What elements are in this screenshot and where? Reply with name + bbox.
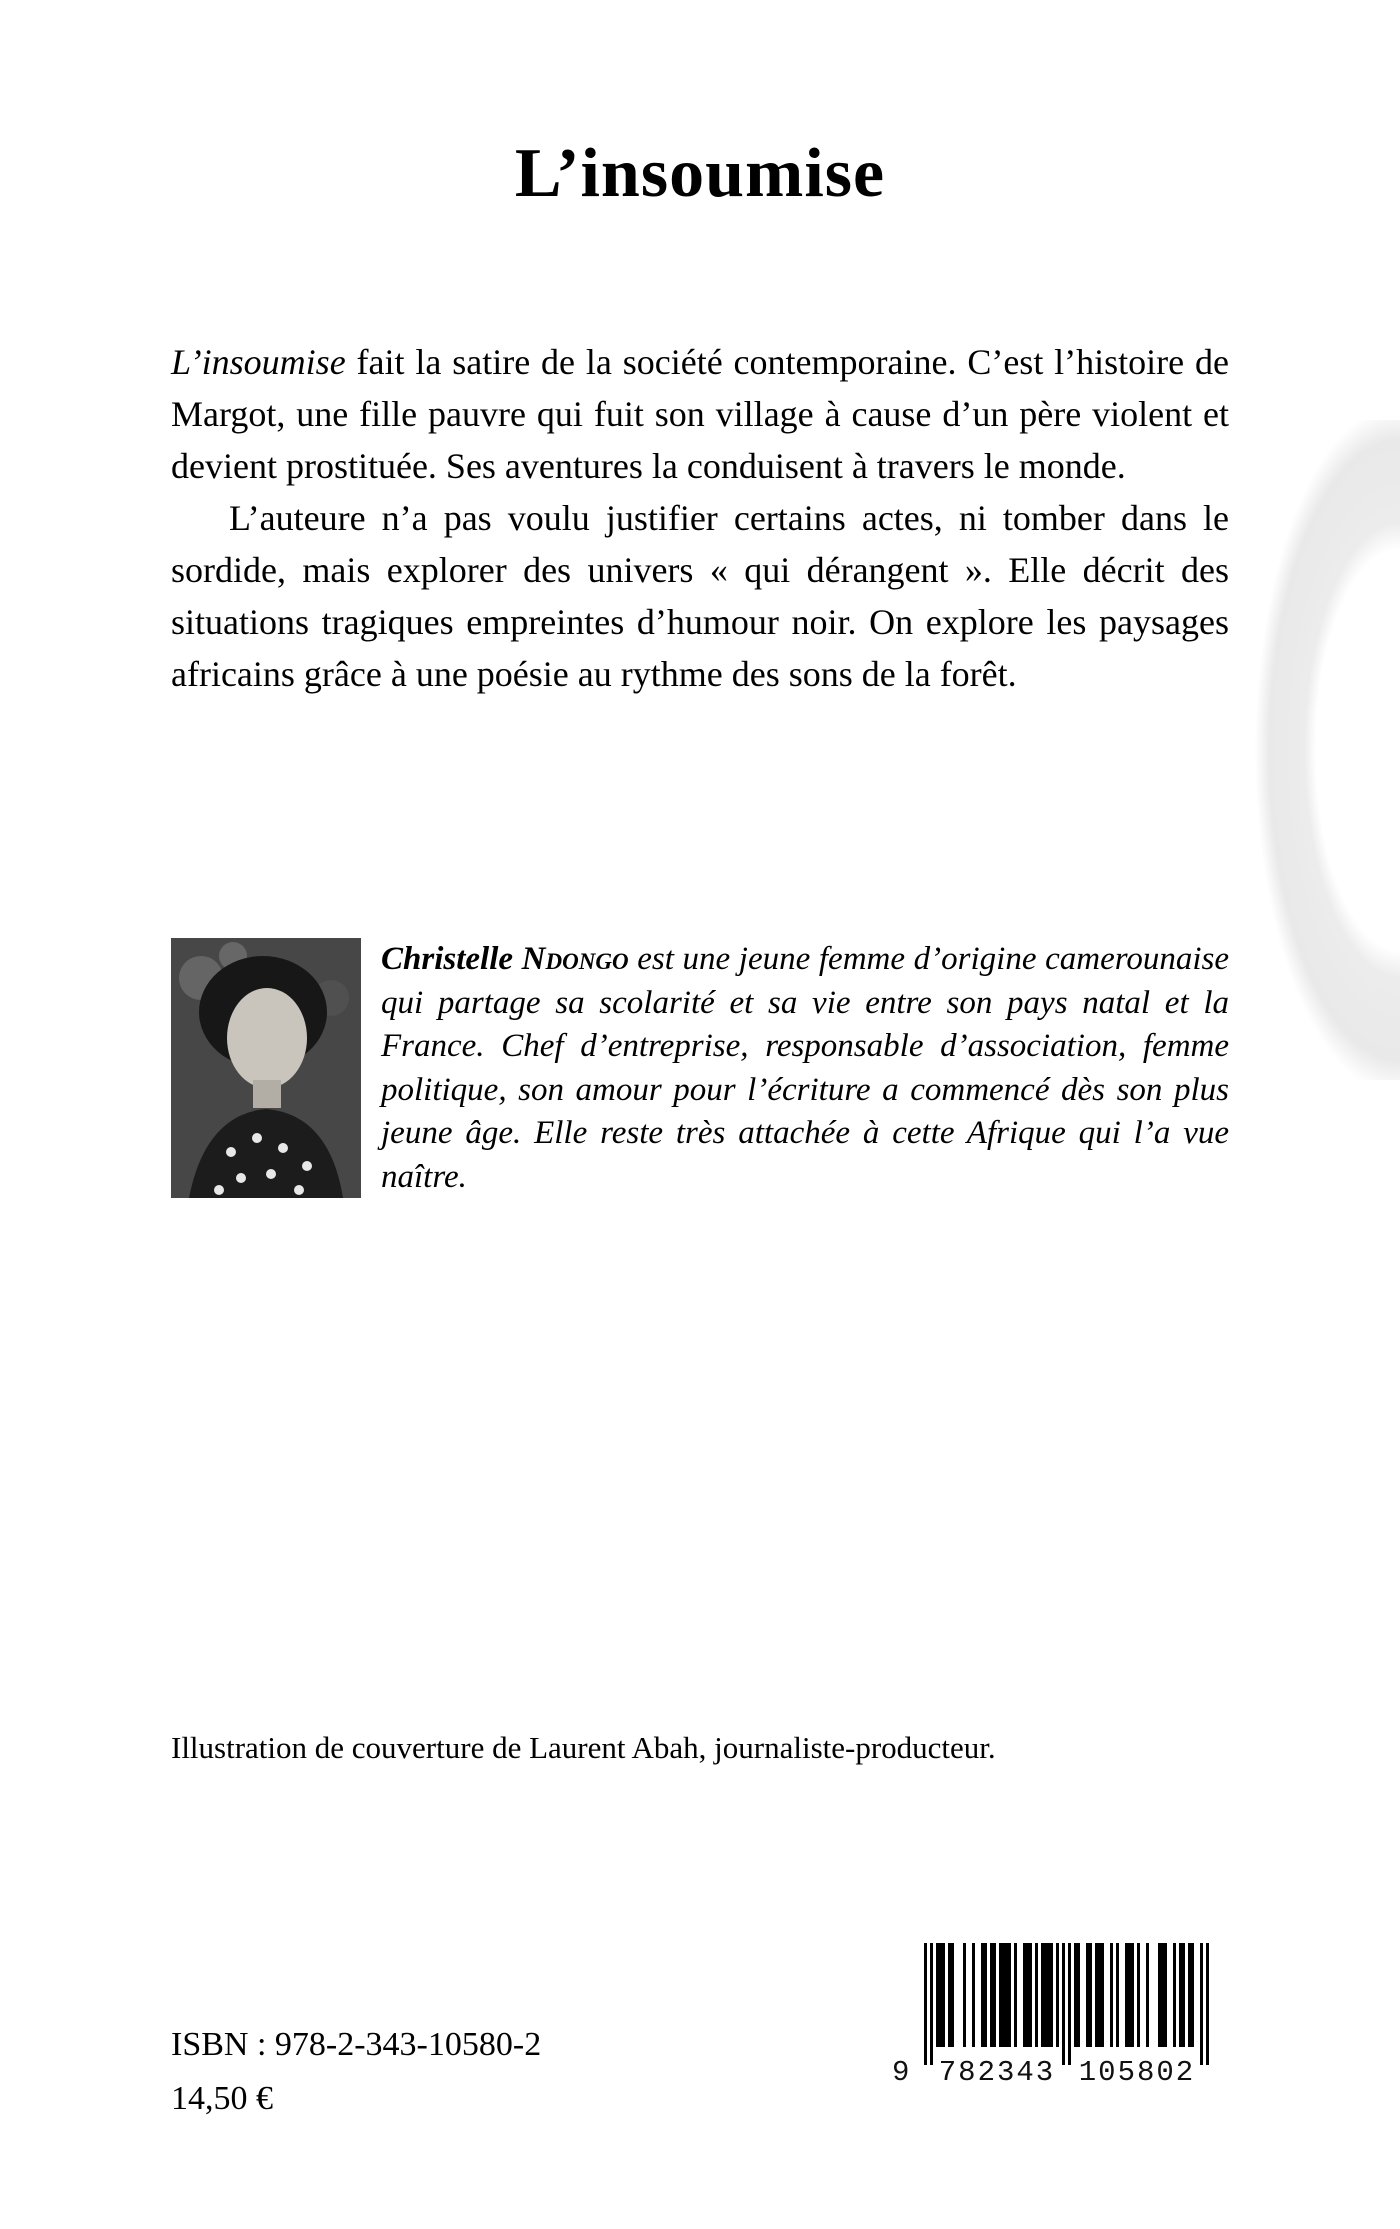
- price-text: 14,50 €: [171, 2080, 273, 2117]
- decorative-swoosh: [1250, 420, 1400, 1080]
- isbn-text: ISBN : 978-2-343-10580-2: [171, 2026, 542, 2063]
- author-bio-text: est une jeune femme d’origine camerounaise qui partage sa scolarité et sa vie entre son pays natal et la France. Chef d’entreprise, responsable d’association, femme politique, son amour pour l’écriture a commencé dès son plus jeune âge. Elle reste très attachée à cette Afrique qui l’a vue naître.: [381, 941, 1230, 1195]
- author-name: [381, 941, 629, 977]
- barcode-digit-first: 9: [892, 2056, 910, 2089]
- author-photo: [171, 938, 361, 1198]
- barcode-bars: [924, 1943, 1209, 2065]
- barcode-digits: [892, 2054, 1209, 2094]
- author-first-name: Christelle: [381, 941, 514, 977]
- book-title: L’insoumise: [514, 135, 886, 212]
- author-photo-placeholder: [171, 938, 361, 1198]
- barcode: [892, 1943, 1209, 2094]
- author-last-name: Ndongo: [521, 941, 629, 977]
- author-bio: [381, 938, 1229, 1199]
- footer-info: [171, 2018, 541, 2126]
- synopsis-book-title-italic: L’insoumise: [171, 342, 346, 382]
- author-section: [171, 938, 1229, 1199]
- synopsis-paragraph-1: [171, 336, 1229, 492]
- synopsis-paragraph-2: L’auteure n’a pas voulu justifier certains actes, ni tomber dans le sordide, mais explorer des univers « qui dérangent ». Elle décrit des situations tragiques empreintes d’humour noir. On explore les paysages africains grâce à une poésie au rythme des sons de la forêt.: [171, 498, 1229, 694]
- synopsis: [171, 336, 1229, 700]
- synopsis-p1-text: fait la satire de la société contemporaine. C’est l’histoire de Margot, une fille pauvre qui fuit son village à cause d’un père violent et devient prostituée. Ses aventures la conduisent à travers le monde.: [171, 342, 1229, 486]
- barcode-digits-right: 105802: [1078, 2056, 1196, 2089]
- barcode-digits-left: 782343: [938, 2056, 1056, 2089]
- illustration-credit: Illustration de couverture de Laurent Abah, journaliste-producteur.: [171, 1730, 996, 1765]
